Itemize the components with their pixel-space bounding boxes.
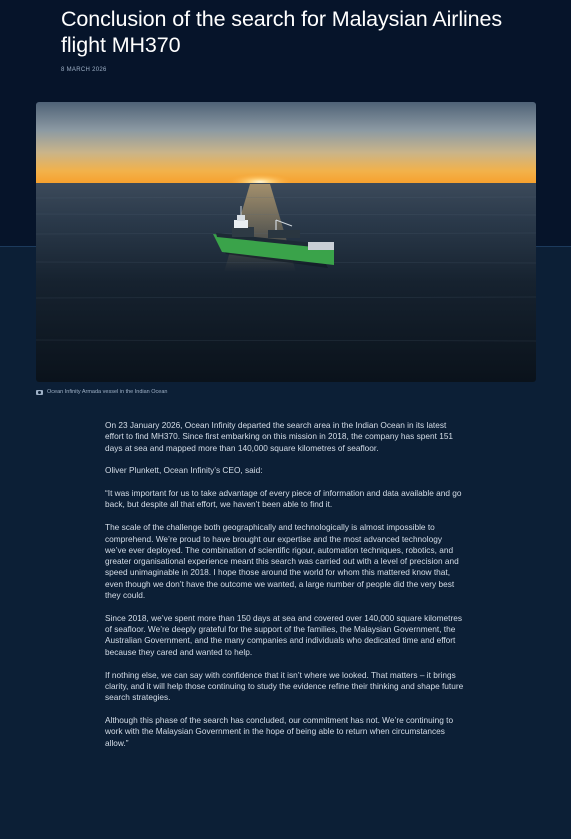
image-caption <box>36 389 167 395</box>
paragraph: Although this phase of the search has concluded, our commitment has not. We’re continuing to work with the Malaysian Government in the hope of being able to return when circumstances allow.” <box>105 714 454 748</box>
paragraph: The scale of the challenge both geographically and technologically is almost impossible to comprehend. We’re proud to have brought our expertise and the most advanced technology we’ve ever deployed. The combination of scientific rigour, automation techniques, robotics, and greater organisational experience meant this search was carried out with a level of precision and speed unimaginable in 2018. I hope those around the world for whom this mattered know that, even though we don’t have the outcome we wanted, a large number of people did the very best they could. <box>105 522 459 601</box>
hero-photo <box>36 102 536 382</box>
paragraph: Since 2018, we’ve spent more than 150 days at sea and covered over 140,000 square kilometres of seafloor. We’re deeply grateful for the support of the families, the Malaysian Government, the Australian Government, and the many companies and individuals who dedicated time and effort because they cared and wanted to help. <box>105 612 462 657</box>
article-title: Conclusion of the search for Malaysian Airlines flight MH370 <box>61 7 503 57</box>
paragraph: If nothing else, we can say with confidence that it isn’t where we looked. That matters – it brings clarity, and it will help those continuing to study the evidence refine their thinking and shape future search strategies. <box>105 669 464 703</box>
paragraph: On 23 January 2026, Ocean Infinity departed the search area in the Indian Ocean in its latest effort to find MH370. Since first embarking on this mission in 2018, the company has spent 151 days at sea and mapped more than 140,000 square kilometres of seafloor. <box>105 420 454 453</box>
publish-date: 8 MARCH 2026 <box>61 67 107 73</box>
paragraph: Oliver Plunkett, Ocean Infinity’s CEO, said: <box>105 465 263 476</box>
paragraph: “It was important for us to take advantage of every piece of information and data available and go back, but despite all that effort, we haven’t been able to find it. <box>105 488 462 510</box>
caption-text: Ocean Infinity Armada vessel in the Indian Ocean <box>47 389 168 395</box>
article-header <box>61 6 541 73</box>
article-body <box>105 420 465 760</box>
camera-icon <box>36 390 43 395</box>
